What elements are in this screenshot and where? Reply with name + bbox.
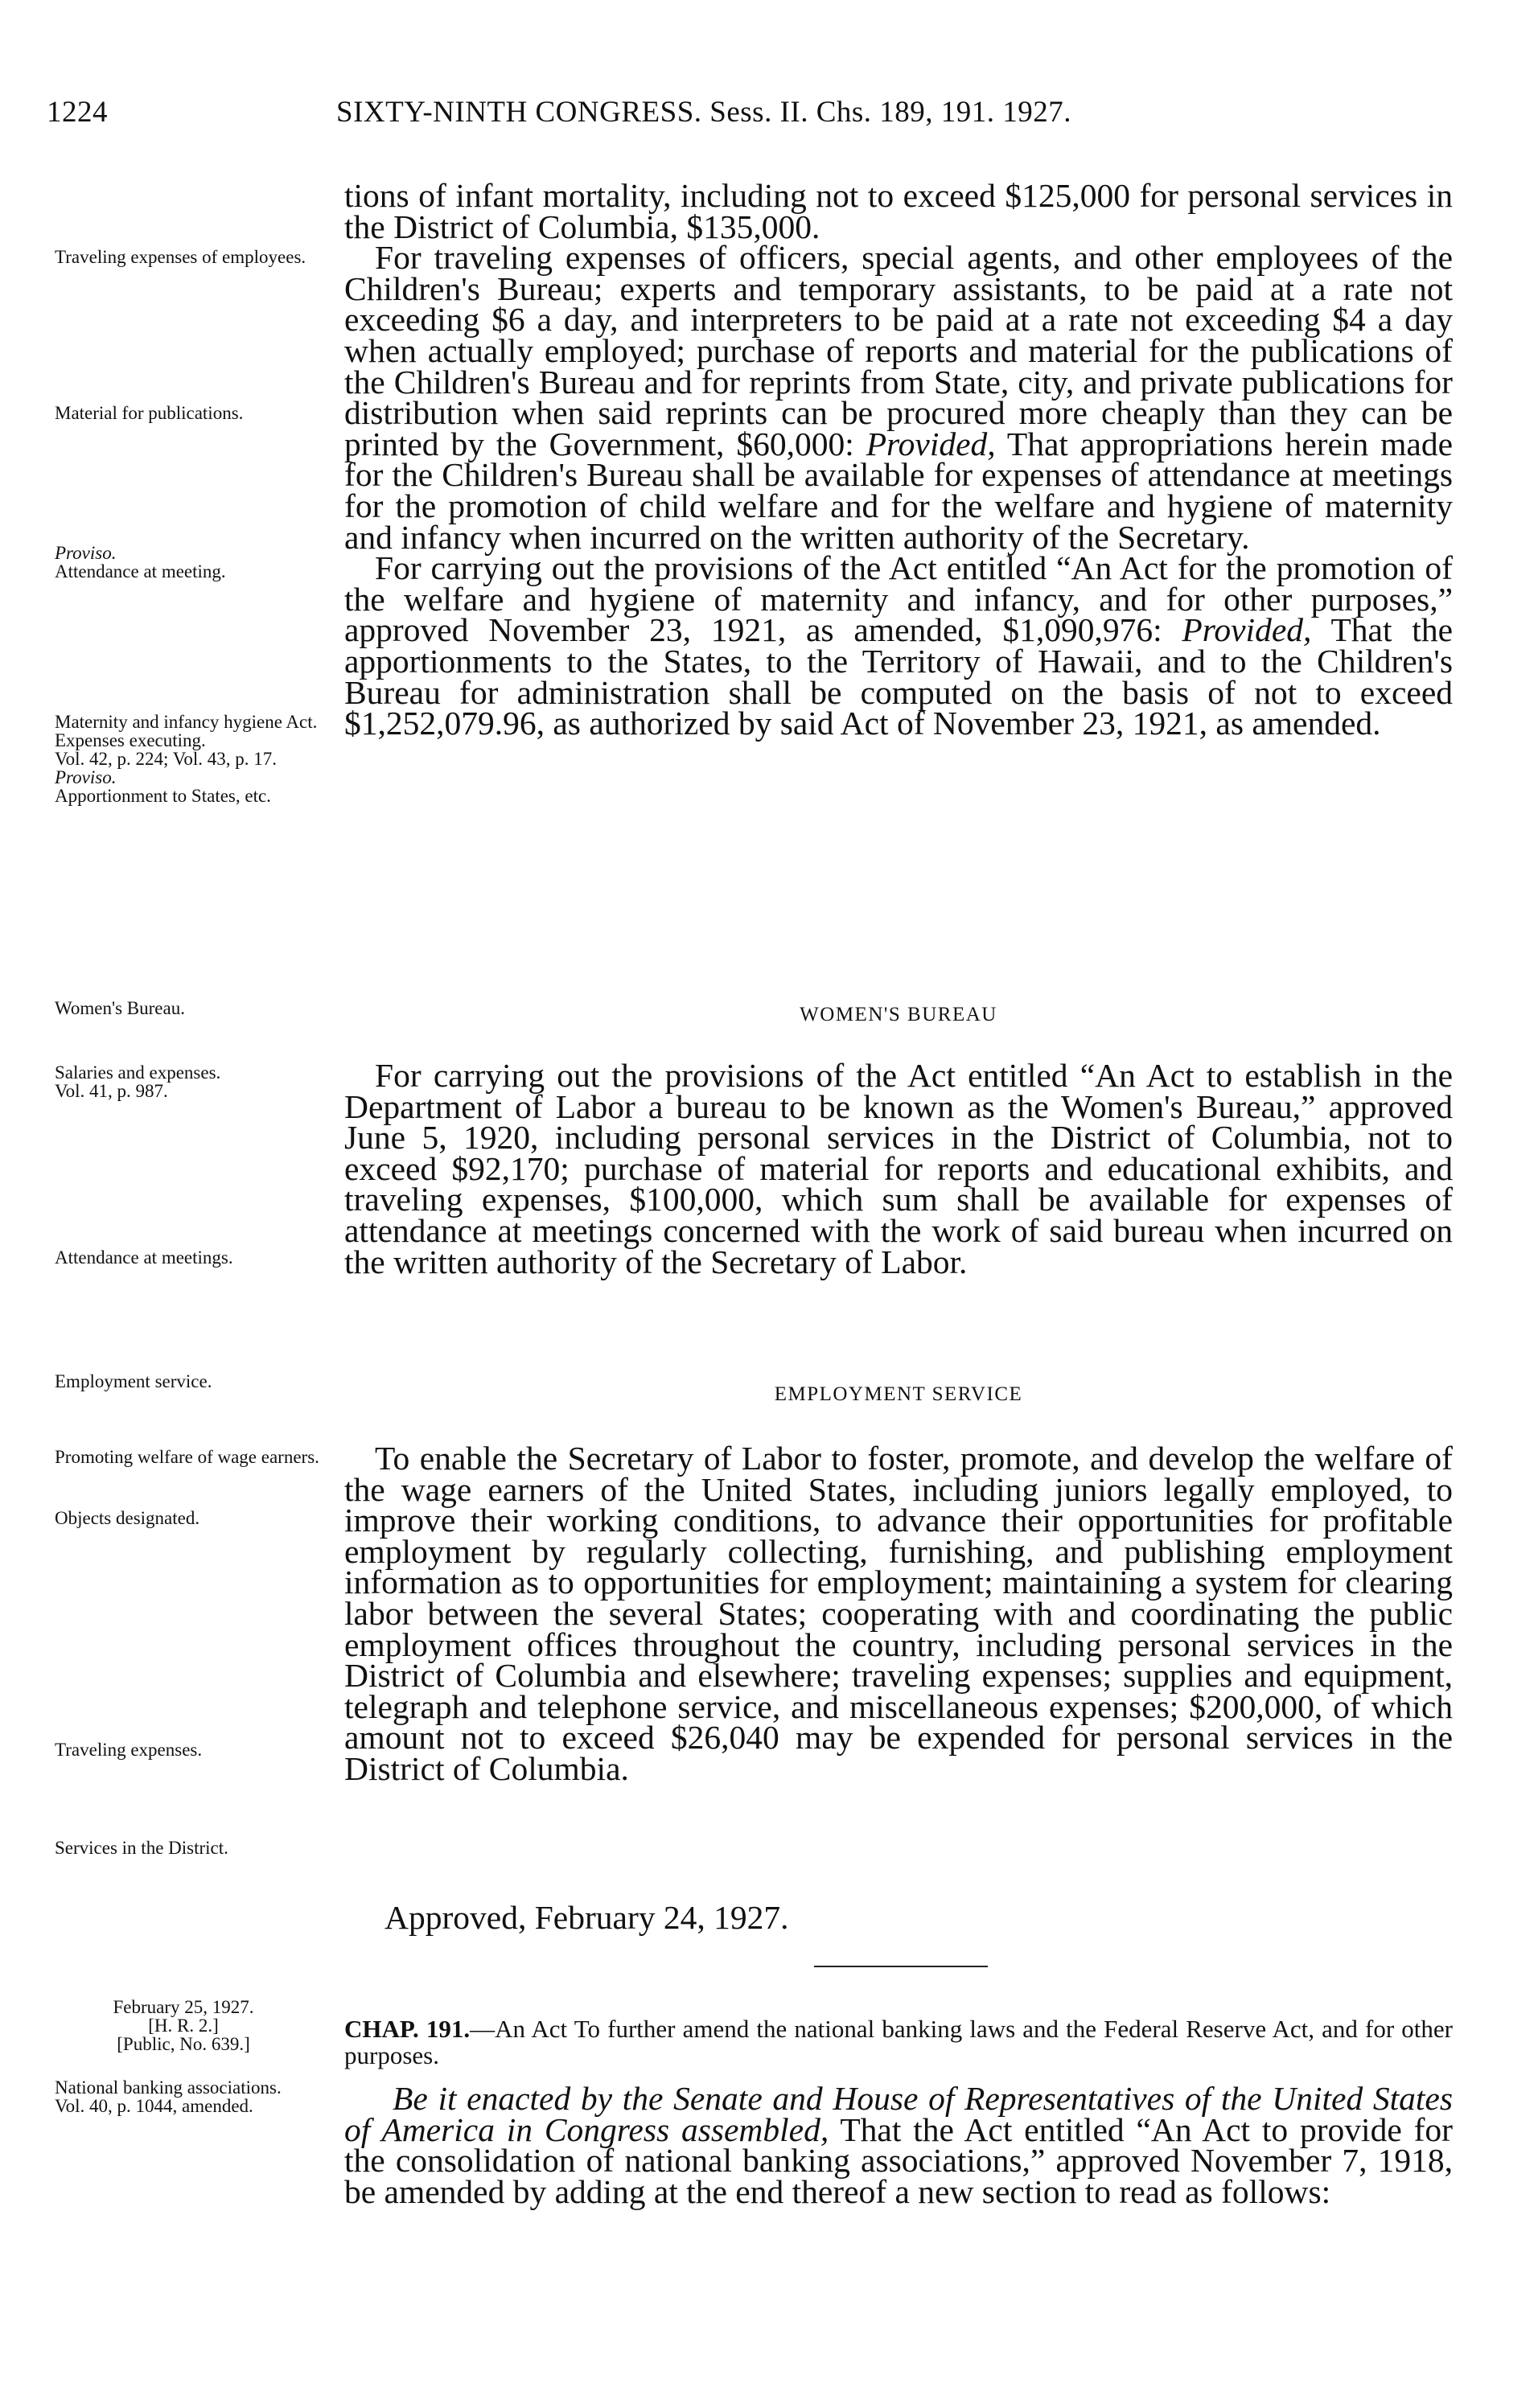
- enacting-clause: [344, 2080, 1453, 2210]
- chapter-description: —An Act To further amend the national banking laws and the Federal Reserve Act, and for other purposes.: [344, 2015, 1453, 2069]
- paragraph-traveling-text: For traveling expenses of officers, special agents, and other employees of the Children's Bureau; experts and temporary assistants, to be paid at a rate not exceeding $6 a day, and interpreters to be paid at a rate not exceeding $4 a day when actually employed; purchase of reports and material for the publications of the Children's Bureau and for reprints from State, city, and private publications for distribution when said reprints can be procured more cheaply than they can be printed by the Government, $60,000:: [344, 239, 1453, 462]
- paragraph-infant-mortality: tions of infant mortality, including not to exceed $125,000 for personal services in the District of Columbia, $135,000.: [344, 177, 1453, 245]
- employment-service-section: [344, 1440, 1453, 1787]
- margin-salaries: Salaries and expenses.: [55, 1062, 221, 1083]
- margin-note: Promoting welfare of wage earners.: [55, 1447, 319, 1467]
- margin-salaries-vol: Vol. 41, p. 987.: [55, 1081, 168, 1101]
- margin-note: [55, 544, 330, 581]
- margin-note: Services in the District.: [55, 1838, 228, 1858]
- childrens-bureau-section: [344, 177, 1454, 742]
- chapter-label: CHAP. 191.: [344, 2015, 471, 2043]
- margin-note: Traveling expenses of employees.: [55, 247, 306, 267]
- margin-note-maternity: [55, 713, 330, 805]
- paragraph-employment-service: To enable the Secretary of Labor to foster, promote, and develop the welfare of the wage earners of the United States, including juniors legally employed, to improve their working conditions, to advance their opportunities for profitable employment by regularly collecting, furnishing, and publishing employment information as to opportunities for employment; maintaining a system for clearing labor between the several States; cooperating with and coordinating the public employment offices throughout the country, including personal services in the District of Columbia and elsewhere; traveling expenses; supplies and equipment, telegraph and telephone service, and miscellaneous expenses; $200,000, of which amount not to exceed $26,040 may be expended for personal services in the District of Columbia.: [344, 1440, 1453, 1787]
- proviso-word: Provided,: [1182, 611, 1312, 649]
- paragraph-womens-bureau: For carrying out the provisions of the Act entitled “An Act to establish in the Department of Labor a bureau to be known as the Women's Bureau,” approved June 5, 1920, including personal services in the District of Columbia, not to exceed $92,170; purchase of material for reports and educational exhibits, and traveling expenses, $100,000, which sum shall be available for expenses of attendance at meetings concerned with the work of said bureau when incurred on the written authority of the Secretary of Labor.: [344, 1057, 1453, 1280]
- enacting-text: That the Act entitled “An Act to provide for the consolidation of national banking associations,” approved November 7, 1918, be amended by adding at the end thereof a new section to read as follows:: [344, 2110, 1453, 2210]
- margin-note: Attendance at meetings.: [55, 1247, 233, 1268]
- approved-date: Approved, February 24, 1927.: [384, 1899, 789, 1936]
- margin-note: Employment service.: [55, 1371, 212, 1391]
- enacting-italic: Be it enacted by the Senate and House of Representatives of the United States of America in Congress assembled,: [344, 2080, 1453, 2148]
- margin-proviso: Proviso.: [55, 767, 117, 787]
- proviso-text: That appropriations herein made for the Children's Bureau shall be available for expenses of attendance at meetings for the promotion of child welfare and for the welfare and hygiene of maternity and infancy when incurred on the written authority of the Secretary.: [344, 425, 1454, 556]
- margin-note: [55, 1063, 330, 1100]
- proviso-word: Provided,: [866, 425, 996, 462]
- womens-bureau-heading: WOMEN'S BUREAU: [800, 1004, 997, 1025]
- paragraph-maternity: [344, 549, 1453, 742]
- margin-bill: [H. R. 2.]: [148, 2016, 219, 2036]
- margin-note-bill: [55, 1998, 312, 2053]
- maternity-proviso-text: That the apportionments to the States, to the Territory of Hawaii, and to the Children's Bureau for administration shall be computed on the basis of not to exceed $1,252,079.96, as authorized by said Act of November 23, 1921, as amended.: [344, 611, 1453, 742]
- margin-banking: National banking associations.: [55, 2077, 282, 2098]
- margin-note: Material for publications.: [55, 403, 244, 423]
- page-number: 1224: [47, 96, 108, 129]
- margin-note: Objects designated.: [55, 1508, 200, 1528]
- chapter-title: [344, 2016, 1453, 2069]
- paragraph-traveling-expenses: [344, 239, 1454, 556]
- womens-bureau-section: [344, 1057, 1453, 1280]
- margin-apportionment: Apportionment to States, etc.: [55, 786, 271, 806]
- maternity-text: For carrying out the provisions of the Act entitled “An Act for the promotion of the welfare and hygiene of maternity and infancy, and for other purposes,” approved November 23, 1921, as amended, $1,090,976:: [344, 549, 1453, 649]
- margin-attendance: Attendance at meeting.: [55, 561, 226, 581]
- margin-note: Women's Bureau.: [55, 998, 185, 1018]
- employment-service-heading: EMPLOYMENT SERVICE: [774, 1383, 1023, 1405]
- margin-maternity: Maternity and infancy hygiene Act.: [55, 712, 318, 732]
- margin-public-no: [Public, No. 639.]: [117, 2034, 250, 2054]
- section-divider: [814, 1966, 988, 1967]
- margin-note: Traveling expenses.: [55, 1740, 203, 1760]
- margin-banking-vol: Vol. 40, p. 1044, amended.: [55, 2096, 253, 2116]
- margin-note: [55, 2078, 330, 2115]
- margin-proviso: Proviso.: [55, 543, 117, 563]
- margin-date: February 25, 1927.: [113, 1997, 254, 2017]
- running-header: SIXTY-NINTH CONGRESS. Sess. II. Chs. 189, 191. 1927.: [336, 96, 1072, 129]
- margin-expenses: Expenses executing.: [55, 730, 206, 750]
- margin-vol: Vol. 42, p. 224; Vol. 43, p. 17.: [55, 749, 278, 769]
